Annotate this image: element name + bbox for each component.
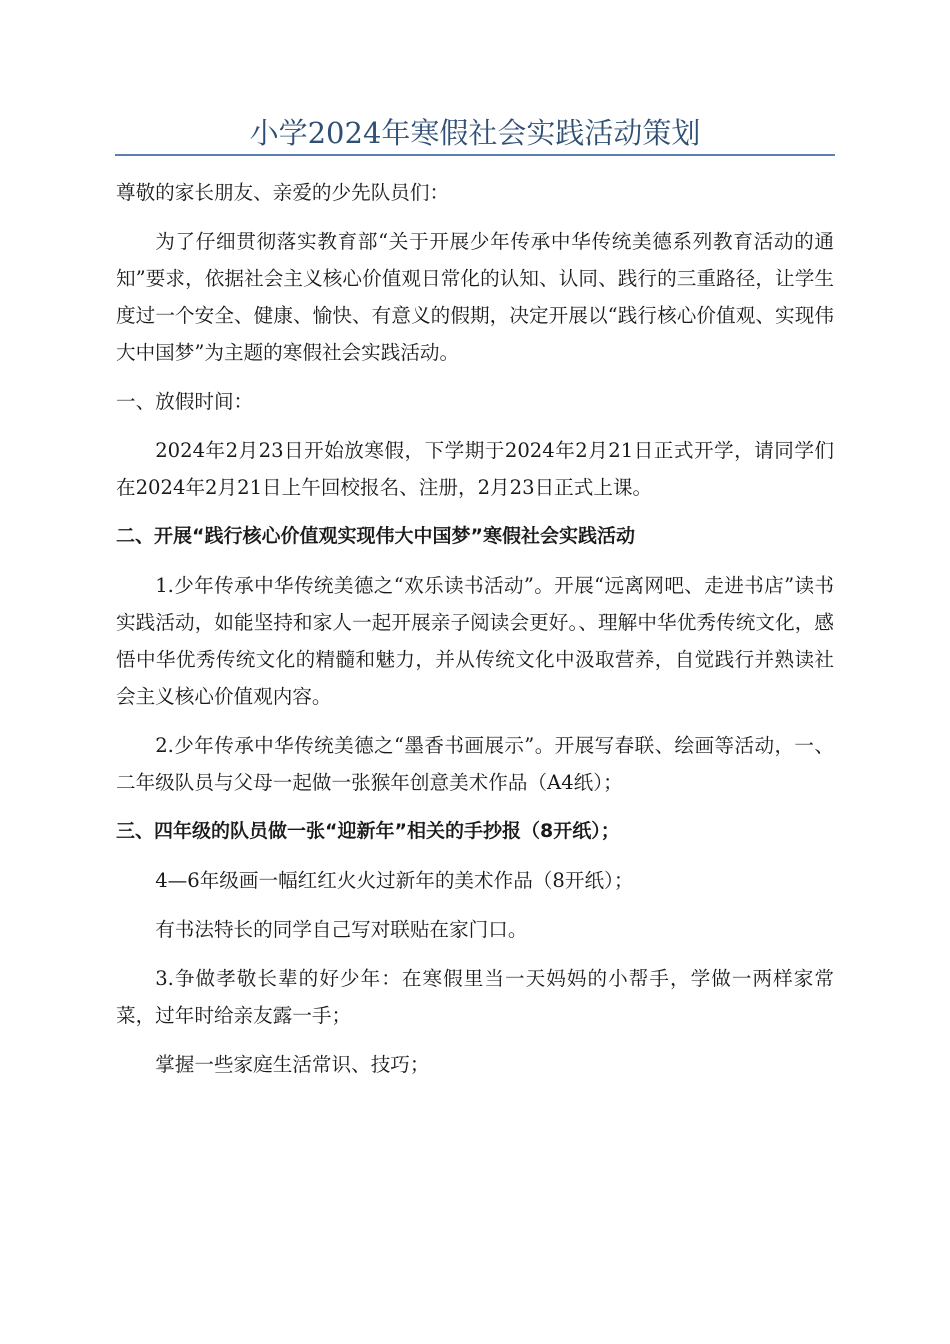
grade-4-6-line: 4—6年级画一幅红红火火过新年的美术作品（8开纸）； [155,869,634,892]
activity-item-1: 1.少年传承中华传统美德之“欢乐读书活动”。开展“远离网吧、走进书店”读书实践活动，如能坚持和家人一起开展亲子阅读会更好。、理解中华优秀传统文化，感悟中华优秀传统文化的精髓和魅力，并从传统文化中汲取营养，自觉践行并熟读社会主义核心价值观内容。 [116,574,834,708]
section-1-heading: 一、放假时间： [116,390,254,413]
section-1-paragraph: 2024年2月23日开始放寒假，下学期于2024年2月21日正式开学，请同学们在2024年2月21日上午回校报名、注册，2月23日正式上课。 [116,439,834,499]
greeting: 尊敬的家长朋友、亲爱的少先队员们： [116,181,450,204]
title-underline [115,154,835,156]
life-skills-line: 掌握一些家庭生活常识、技巧； [155,1053,430,1076]
activity-item-2: 2.少年传承中华传统美德之“墨香书画展示”。开展写春联、绘画等活动，一、二年级队员与父母一起做一张猴年创意美术作品（A4纸）； [116,734,834,794]
calligraphy-line: 有书法特长的同学自己写对联贴在家门口。 [155,918,528,941]
section-2-heading: 二、开展“践行核心价值观实现伟大中国梦”寒假社会实践活动 [116,525,635,547]
document-body [116,174,834,1095]
section-3-heading: 三、四年级的队员做一张“迎新年”相关的手抄报（8开纸）； [116,820,620,842]
intro-paragraph: 为了仔细贯彻落实教育部“关于开展少年传承中华传统美德系列教育活动的通知”要求，依据社会主义核心价值观日常化的认知、认同、践行的三重路径，让学生度过一个安全、健康、愉快、有意义的假期，决定开展以“践行核心价值观、实现伟大中国梦”为主题的寒假社会实践活动。 [116,230,834,364]
document-title: 小学2024年寒假社会实践活动策划 [249,116,701,150]
activity-item-3: 3.争做孝敬长辈的好少年：在寒假里当一天妈妈的小帮手，学做一两样家常菜，过年时给亲友露一手； [116,967,834,1027]
